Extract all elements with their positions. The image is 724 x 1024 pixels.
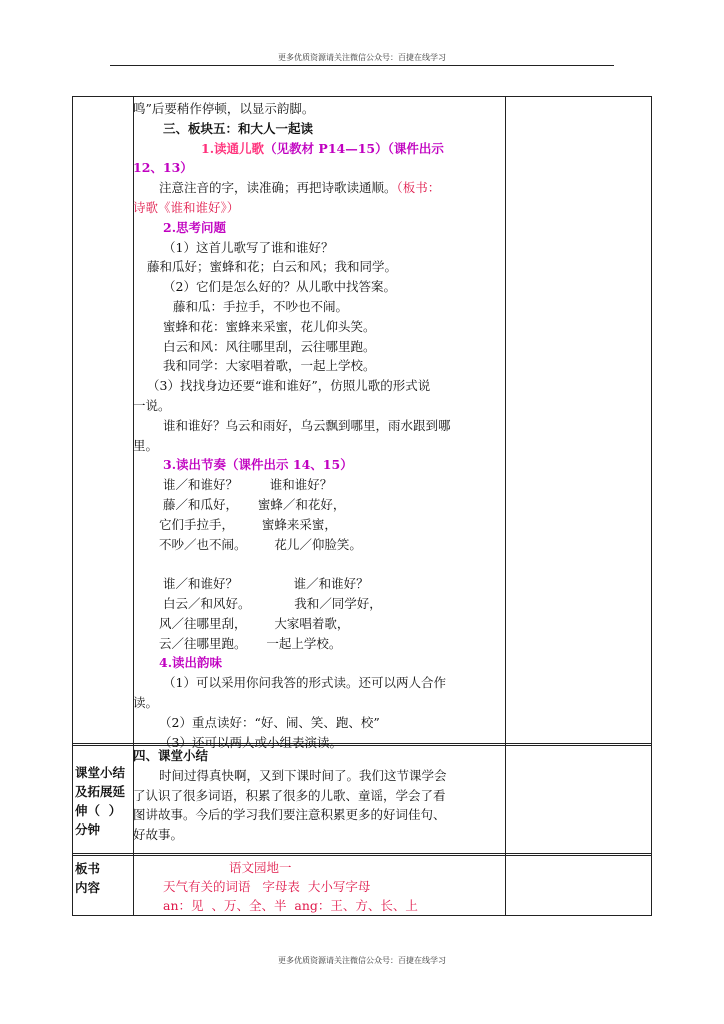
summary-label (73, 763, 133, 851)
column-divider-right (505, 97, 506, 915)
label-line: 分钟 (75, 822, 101, 837)
content-line: 蜜蜂和花：蜜蜂来采蜜，花儿仰头笑。 (163, 318, 376, 334)
summary-line: 时间过得真快啊，又到下课时间了。我们这节课学会 (159, 767, 447, 783)
board-content (133, 858, 505, 915)
content-line: 谁和谁好？乌云和雨好，乌云飘到哪里，雨水跟到哪 (163, 417, 451, 433)
step-title: 1.读通儿歌 (201, 140, 265, 156)
content-text: 注意注音的字，读准确；再把诗歌读通顺。 (159, 180, 397, 196)
poem-line: 谁／和谁好？ 谁／和谁好？ (163, 576, 369, 592)
step-heading-4: 4.读出韵味 (159, 655, 223, 671)
board-note-cont: 诗歌《谁和谁好》） (133, 199, 240, 215)
row-divider-board (73, 853, 651, 856)
content-line: （2）重点读好：“好、闹、笑、跑、校” (159, 714, 380, 730)
content-line: （3）找找身边还要“谁和谁好”，仿照儿歌的形式说 (147, 378, 431, 394)
content-line: （1）这首儿歌写了谁和谁好？ (163, 239, 334, 255)
poem-line: 它们手拉手， 蜜蜂来采蜜， (159, 516, 337, 532)
poem-line: 不吵／也不闹。 花儿／仰脸笑。 (159, 536, 362, 552)
page-footer: 更多优质资源请关注微信公众号：百捷在线学习 (278, 956, 446, 965)
content-line: 藤和瓜：手拉手，不吵也不闹。 (173, 298, 349, 314)
board-title: 语文园地一 (229, 860, 292, 875)
label-line: 伸（ ） (75, 803, 122, 818)
header-rule (110, 65, 614, 66)
content-line: 白云和风：风往哪里刮，云往哪里跑。 (163, 338, 376, 354)
label-line: 内容 (75, 880, 101, 895)
step-heading-2: 2.思考问题 (163, 219, 227, 235)
step-heading-1 (133, 139, 503, 159)
poem-line: 谁／和谁好？ 谁和谁好？ (163, 477, 333, 493)
summary-line: 图讲故事。今后的学习我们要注意积累更多的好词佳句、 (133, 807, 446, 823)
content-line: 我和同学：大家唱着歌，一起上学校。 (163, 358, 376, 374)
content-line: （1）可以采用你问我答的形式读。还可以两人合作 (163, 675, 446, 691)
content-line: （3）还可以两人或小组表演读。 (159, 734, 342, 750)
summary-line: 了认识了很多词语，积累了很多的儿歌、童谣，学会了看 (133, 787, 446, 803)
lesson-content (133, 99, 505, 750)
summary-line: 好故事。 (133, 827, 184, 843)
content-line: （2）它们是怎么好的？从儿歌中找答案。 (163, 279, 396, 295)
board-line: an：见 、万、全、半 ang：王、方、长、上 (163, 898, 418, 913)
step-note: （见教材 P14—15）（课件出示 (264, 140, 444, 156)
page-header: 更多优质资源请关注微信公众号：百捷在线学习 (278, 53, 446, 62)
poem-line: 风／往哪里刮， 大家唱着歌， (159, 615, 350, 631)
content-line: 里。 (133, 437, 159, 453)
board-note: （板书： (396, 180, 441, 196)
board-label (73, 859, 133, 913)
poem-line: 云／往哪里跑。 一起上学校。 (159, 635, 342, 651)
summary-title: 四、课堂小结 (133, 748, 209, 763)
content-line (133, 178, 503, 198)
label-line: 及拓展延 (75, 784, 126, 799)
poem-line: 白云／和风好。 我和／同学好， (163, 595, 382, 611)
label-line: 板书 (75, 861, 101, 876)
spacer (133, 554, 503, 574)
content-line: 读。 (133, 694, 159, 710)
step-note-cont: 12、13） (133, 160, 193, 176)
label-line: 课堂小结 (75, 765, 126, 780)
step-heading-3: 3.读出节奏（课件出示 14、15） (163, 457, 353, 473)
summary-content (133, 746, 505, 850)
content-line: 藤和瓜好；蜜蜂和花；白云和风；我和同学。 (147, 259, 398, 275)
lesson-table (72, 96, 652, 916)
content-line: 鸣”后要稍作停顿，以显示韵脚。 (133, 101, 315, 116)
section-heading: 三、板块五：和大人一起读 (163, 120, 314, 136)
board-line: 天气有关的词语 字母表 大小写字母 (163, 879, 371, 894)
content-line: 一说。 (133, 397, 171, 413)
poem-line: 藤／和瓜好， 蜜蜂／和花好， (163, 496, 346, 512)
